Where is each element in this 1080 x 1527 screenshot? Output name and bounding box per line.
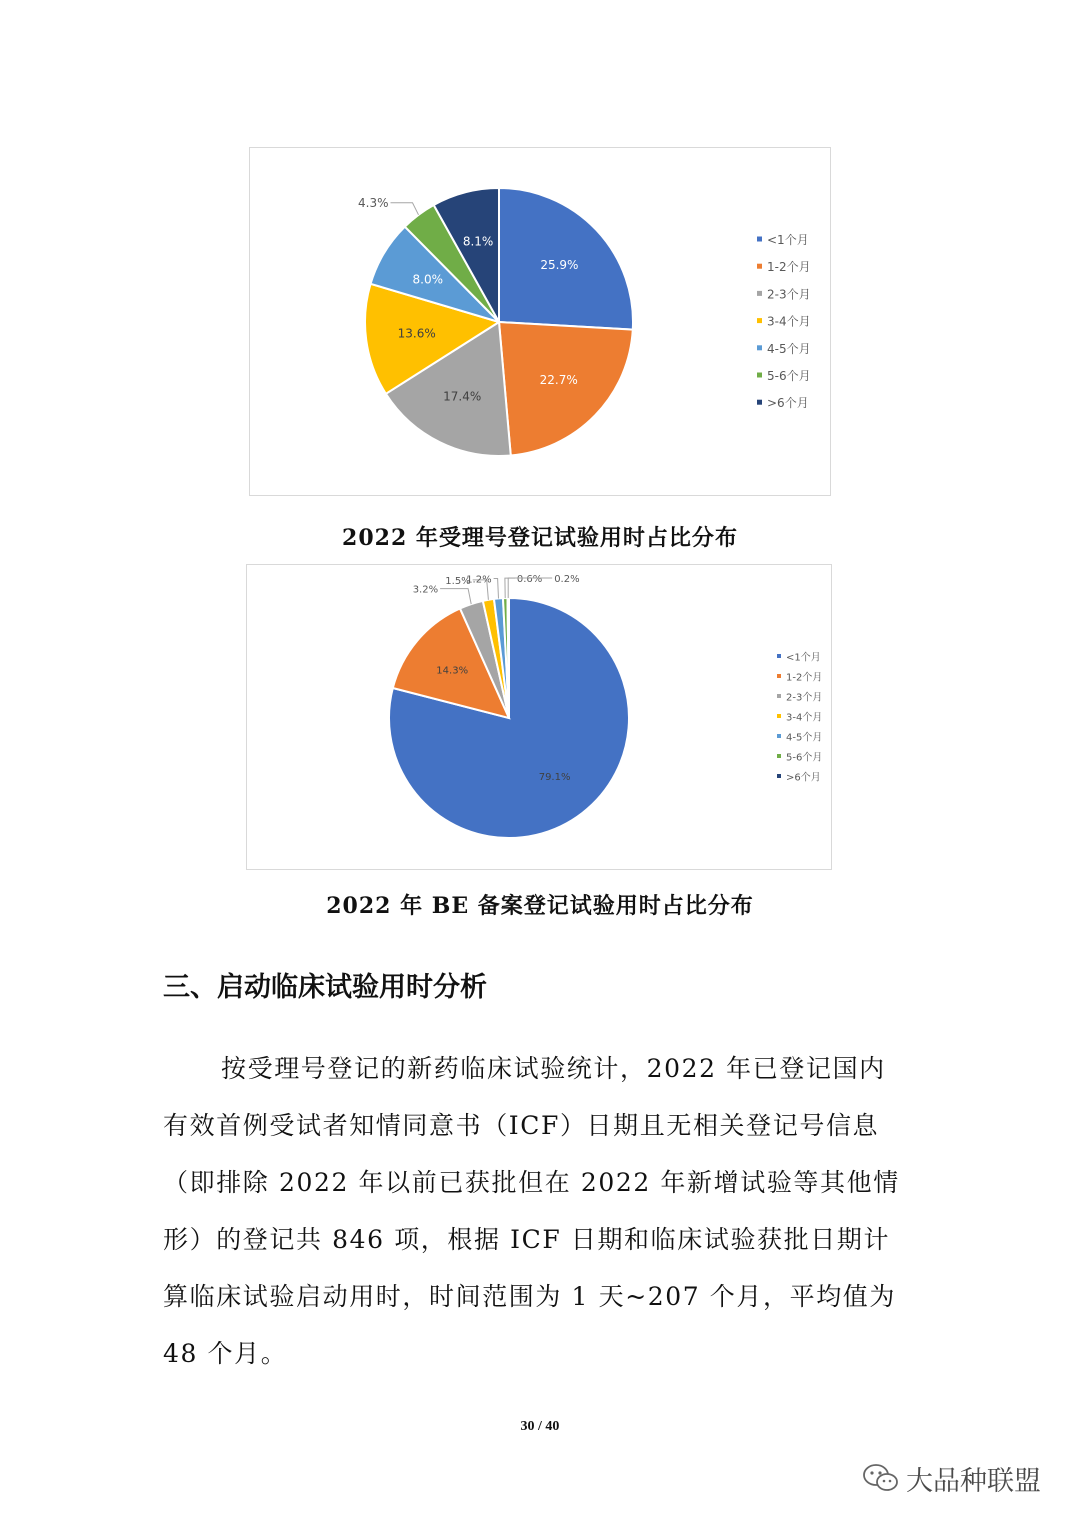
body-paragraph bbox=[163, 1040, 923, 1382]
paragraph-line: 按受理号登记的新药临床试验统计，2022 年已登记国内 bbox=[221, 1054, 886, 1083]
data-label: 14.3% bbox=[436, 665, 469, 677]
legend-label: 1-2个月 bbox=[786, 672, 823, 684]
paragraph-line: （即排除 2022 年以前已获批但在 2022 年新增试验等其他情 bbox=[163, 1168, 900, 1197]
legend-swatch bbox=[757, 373, 762, 378]
legend-label: >6个月 bbox=[767, 396, 809, 411]
data-label: 13.6% bbox=[397, 326, 436, 341]
legend-swatch bbox=[757, 291, 762, 296]
pie-chart-1-canvas bbox=[250, 148, 832, 497]
pie-chart-2-canvas bbox=[247, 565, 833, 871]
legend-swatch bbox=[777, 674, 781, 678]
legend-label: <1个月 bbox=[767, 233, 809, 247]
paragraph-line: 有效首例受试者知情同意书（ICF）日期且无相关登记号信息 bbox=[163, 1111, 880, 1140]
legend-label: 2-3个月 bbox=[786, 692, 823, 704]
data-label: 3.2% bbox=[412, 584, 439, 596]
pie-slice-1-2months bbox=[499, 322, 633, 455]
data-label: 17.4% bbox=[443, 389, 482, 404]
legend-label: 5-6个月 bbox=[767, 369, 811, 383]
legend-swatch bbox=[777, 734, 781, 738]
legend-swatch bbox=[777, 774, 781, 778]
legend-label: <1个月 bbox=[786, 652, 821, 664]
legend-swatch bbox=[757, 318, 762, 323]
legend-swatch bbox=[757, 400, 762, 405]
legend-swatch bbox=[777, 694, 781, 698]
data-label: 8.0% bbox=[412, 272, 444, 287]
data-label: 79.1% bbox=[538, 772, 571, 784]
data-label: 25.9% bbox=[540, 257, 579, 272]
legend-label: 4-5个月 bbox=[786, 732, 823, 744]
page-number: 30 / 40 bbox=[520, 1419, 560, 1434]
leader-line bbox=[505, 578, 515, 598]
legend-label: 3-4个月 bbox=[786, 712, 823, 724]
pie-chart-be-filing-duration bbox=[246, 564, 832, 870]
data-label: 8.1% bbox=[462, 234, 494, 249]
legend-label: >6个月 bbox=[786, 772, 821, 784]
legend-label: 3-4个月 bbox=[767, 314, 811, 329]
data-label: 0.2% bbox=[554, 574, 580, 585]
paragraph-line: 形）的登记共 846 项，根据 ICF 日期和临床试验获批日期计 bbox=[163, 1225, 891, 1254]
leader-line bbox=[391, 203, 419, 215]
data-label: 1.5% bbox=[445, 575, 471, 587]
wechat-icon bbox=[862, 1462, 900, 1494]
data-label: 4.3% bbox=[358, 195, 389, 210]
legend-swatch bbox=[777, 754, 781, 758]
paragraph-line: 算临床试验启动用时，时间范围为 1 天~207 个月，平均值为 bbox=[163, 1282, 897, 1311]
legend-swatch bbox=[757, 345, 762, 350]
section-heading: 三、启动临床试验用时分析 bbox=[163, 972, 487, 1003]
data-label: 0.6% bbox=[516, 574, 543, 586]
paragraph-line: 48 个月。 bbox=[163, 1339, 288, 1368]
legend-swatch bbox=[777, 714, 781, 718]
watermark-text: 大品种联盟 bbox=[906, 1465, 1041, 1497]
legend-swatch bbox=[757, 237, 762, 242]
data-label: 22.7% bbox=[539, 372, 578, 387]
leader-line bbox=[440, 589, 471, 605]
watermark bbox=[862, 1458, 1041, 1498]
chart1-caption: 2022 年受理号登记试验用时占比分布 bbox=[342, 525, 738, 551]
legend-label: 4-5个月 bbox=[767, 341, 811, 356]
chart2-caption: 2022 年 BE 备案登记试验用时占比分布 bbox=[326, 893, 754, 919]
leader-line bbox=[494, 579, 499, 599]
legend-label: 5-6个月 bbox=[786, 752, 823, 764]
legend-label: 2-3个月 bbox=[767, 287, 811, 302]
legend-swatch bbox=[777, 654, 781, 658]
legend-swatch bbox=[757, 264, 762, 269]
pie-chart-receipt-number-duration bbox=[249, 147, 831, 496]
legend-label: 1-2个月 bbox=[767, 260, 811, 275]
data-label: 1.2% bbox=[466, 574, 492, 586]
